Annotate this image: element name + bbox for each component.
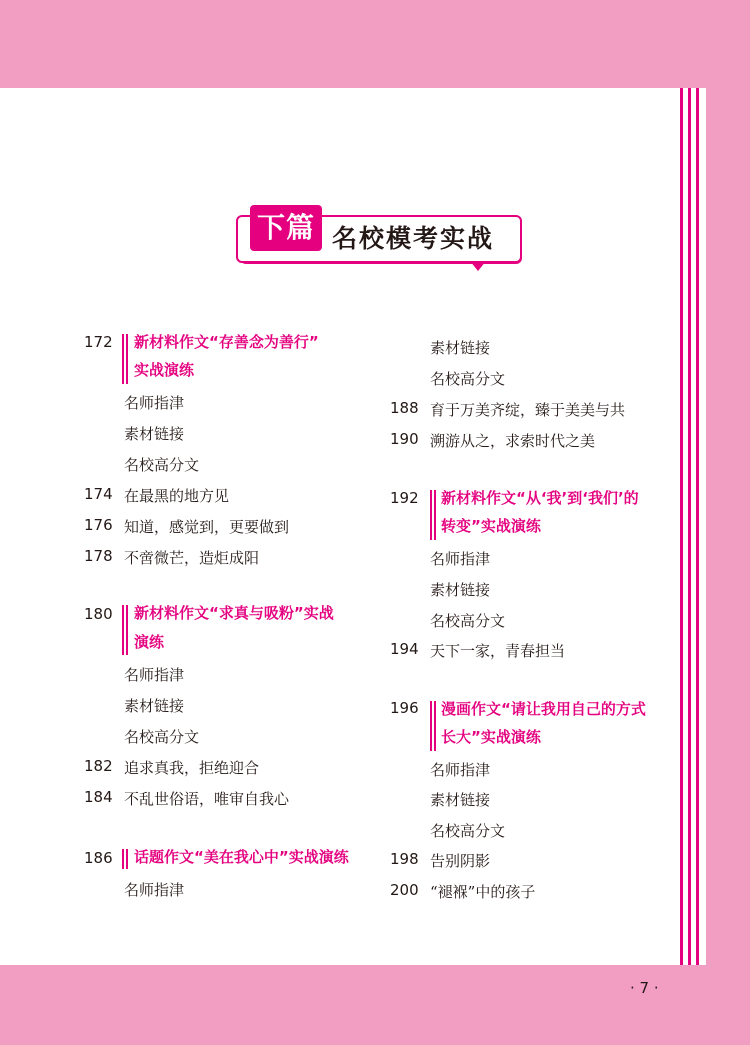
toc-subitem[interactable]: 素材链接 [430,581,491,599]
toc-subitem[interactable]: 素材链接 [430,339,491,357]
toc-subitem[interactable]: 名师指津 [124,666,185,684]
section-marker [122,605,124,655]
bottom-band [0,965,750,1045]
section-marker [434,701,436,751]
edge-line [688,88,691,965]
toc-section-link[interactable]: 新材料作文“存善念为善行” [134,333,319,351]
page-number: 176 [84,516,113,534]
toc-entry[interactable]: “褪褓”中的孩子 [430,883,536,901]
toc-subitem[interactable]: 名校高分文 [430,370,506,388]
page-number: 192 [390,489,419,507]
toc-entry[interactable]: 告别阴影 [430,852,491,870]
toc-section-link-cont[interactable]: 实战演练 [134,361,195,379]
toc-subitem[interactable]: 名校高分文 [430,822,506,840]
toc-section-link[interactable]: 话题作文“美在我心中”实战演练 [134,848,349,866]
page-number: 188 [390,399,419,417]
top-band [0,0,750,88]
section-marker [430,490,432,540]
section-marker [434,490,436,540]
toc-entry[interactable]: 不啻微芒，造炬成阳 [124,549,260,567]
toc-section-link-cont[interactable]: 转变”实战演练 [441,517,541,535]
toc-entry[interactable]: 天下一家，青春担当 [430,642,566,660]
toc-entry[interactable]: 在最黑的地方见 [124,487,230,505]
edge-line [680,88,683,965]
toc-subitem[interactable]: 名师指津 [430,761,491,779]
toc-entry[interactable]: 知道，感觉到，更要做到 [124,518,290,536]
part-badge: 下篇 [250,205,322,251]
part-title: 名校模考实战 [332,224,495,253]
toc-subitem[interactable]: 名校高分文 [124,456,200,474]
page-number: 178 [84,547,113,565]
folio-page-number: · 7 · [630,979,659,997]
toc-entry[interactable]: 育于万美齐绽，臻于美美与共 [430,401,626,419]
page-number: 196 [390,699,419,717]
page-number: 172 [84,333,113,351]
page-number: 198 [390,850,419,868]
page-number: 182 [84,757,113,775]
toc-subitem[interactable]: 名校高分文 [430,612,506,630]
section-marker [122,334,124,384]
toc-subitem[interactable]: 素材链接 [124,697,185,715]
section-marker [126,605,128,655]
page-number: 180 [84,605,113,623]
toc-section-link-cont[interactable]: 长大”实战演练 [441,728,541,746]
section-header-pointer [470,261,486,271]
toc-section-link-cont[interactable]: 演练 [134,633,165,651]
toc-subitem[interactable]: 名师指津 [430,550,491,568]
page-number: 194 [390,640,419,658]
toc-subitem[interactable]: 名师指津 [124,881,185,899]
page-number: 174 [84,485,113,503]
toc-subitem[interactable]: 素材链接 [124,425,185,443]
toc-entry[interactable]: 不乱世俗语，唯审自我心 [124,790,290,808]
toc-entry[interactable]: 溯游从之，求索时代之美 [430,432,596,450]
toc-subitem[interactable]: 名师指津 [124,394,185,412]
page-number: 186 [84,849,113,867]
toc-section-link[interactable]: 新材料作文“从‘我’到‘我们’的 [441,489,639,507]
toc-entry[interactable]: 追求真我，拒绝迎合 [124,759,260,777]
toc-subitem[interactable]: 素材链接 [430,791,491,809]
section-marker [126,849,128,869]
section-marker [430,701,432,751]
section-marker [122,849,124,869]
page-number: 184 [84,788,113,806]
page-number: 190 [390,430,419,448]
page-number: 200 [390,881,419,899]
section-marker [126,334,128,384]
toc-section-link[interactable]: 漫画作文“请让我用自己的方式 [441,700,646,718]
edge-line [696,88,699,965]
toc-section-link[interactable]: 新材料作文“求真与吸粉”实战 [134,604,334,622]
toc-subitem[interactable]: 名校高分文 [124,728,200,746]
